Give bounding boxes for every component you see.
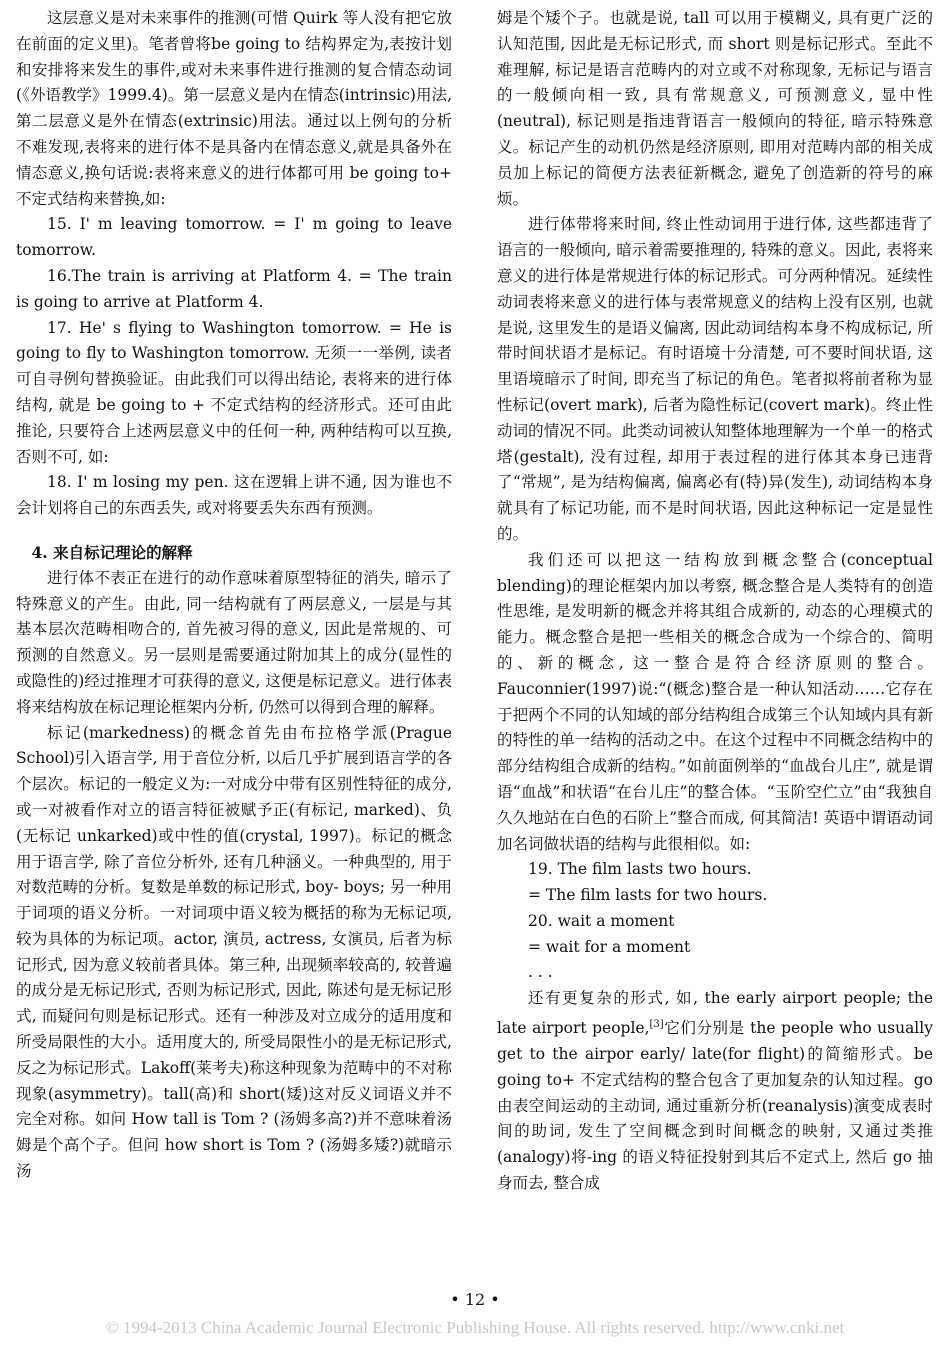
example-20-equivalent: = wait for a moment xyxy=(528,937,691,956)
paragraph: 这层意义是对未来事件的推测(可惜 Quirk 等人没有把它放在前面的定义里)。笔者曾将be going to 结构界定为,表按计划和安排将来发生的事件,或对未来事件进行推测的复合情态动词(《外语教学》1999.4)。第一层意义是内在情态(intrinsic)用法,第二层意义是外在情态(extrinsic)用法。通过以上例句的分析不难发现,表将来的进行体不是具备内在情态意义,就是具备外在情态意义,换句话说:表将来意义的进行体都可用 be going to+ 不定式结构来替换,如: xyxy=(16,9,452,208)
paragraph-text: 还有更复杂的形式, 如, the early airport people; the late airport people, xyxy=(497,989,933,1038)
paragraph-text: 它们分别是 the people who usually get to the airpor early/ late(for flight)的简缩形式。be going to+ 不定式结构的整合包含了更加复杂的认知过程。go 由表空间运动的主动词, 通过重新分析(reanalysis)演变成表时间的助词, 发生了空间概念到时间概念的映射, 又通过类推(analogy)将-ing 的语义特征投射到其后不定式上, 然后 go 抽身而去, 整合成 xyxy=(497,1019,933,1193)
ellipsis: . . . xyxy=(528,963,553,982)
citation: [3] xyxy=(649,1019,664,1031)
paragraph: 标记(markedness)的概念首先由布拉格学派(Prague School)引入语言学, 用于音位分析, 以后几乎扩展到语言学的各个层次。标记的一般定义为:一对成分中带有区别性特征的成分, 或一对被看作对立的语言特征被赋予正(有标记, marked)、负(无标记 unkarked)或中性的值(crystal, 1997)。标记的概念用于语言学, 除了音位分析外, 还有几种涵义。一种典型的, 用于对数范畴的分析。复数是单数的标记形式, boy- boys; 另一种用于词项的语义分析。一对词项中语义较为概括的称为无标记项, 较为具体的为标记项。actor, 演员, actress, 女演员, 后者为标记形式, 因为意义较前者具体。第三种, 出现频率较高的, 较普遍的成分是无标记形式, 否则为标记形式, 因此, 陈述句是无标记形式, 而疑问句则是标记形式。还有一种涉及对立成分的适用度和所受局限性的大小。适用度大的, 所受局限性小的是无标记形式, 反之为标记形式。Lakoff(莱考夫)称这种现象为范畴中的不对称现象(asymmetry)。tall(高)和 short(矮)这对反义词语义并不完全对称。如问 How tall is Tom ? (汤姆多高?)并不意味着汤姆是个高个子。但问 how short is Tom ? (汤姆多矮?)就暗示汤 xyxy=(16,723,452,1181)
example-19-equivalent: = The film lasts for two hours. xyxy=(528,886,768,905)
example-18: 18. I' m losing my pen. 这在逻辑上讲不通, 因为谁也不会计划将自己的东西丢失, 或对将要丢失东西有预测。 xyxy=(16,473,452,518)
right-column xyxy=(497,6,933,1197)
paragraph: 进行体带将来时间, 终止性动词用于进行体, 这些都违背了语言的一般倾向, 暗示着需要推理的, 特殊的意义。因此, 表将来意义的进行体是常规进行体的标记形式。可分两种情况。延续性动词表将来意义的进行体与表常规意义的结构上没有区别, 也就是说, 这里发生的是语义偏离, 因此动词结构本身不构成标记, 所带时间状语才是标记。有时语境十分清楚, 可不要时间状语, 这里语境暗示了时间, 即充当了标记的角色。笔者拟将前者称为显性标记(overt mark), 后者为隐性标记(covert mark)。终止性动词的情况不同。此类动词被认知整体地理解为一个单一的格式塔(gestalt), 没有过程, 却用于表过程的进行体其本身已违背了“常规”, 是为结构偏离, 偏离必有(特)异(发生), 动词结构本身就具有了标记功能, 而不是时间状语, 因此这种标记一定是显性的。 xyxy=(497,215,933,543)
example-20: 20. wait a moment xyxy=(528,911,675,930)
paragraph xyxy=(497,986,933,1197)
section-gap xyxy=(16,522,452,540)
example-15: 15. I' m leaving tomorrow. = I' m going to leave tomorrow. xyxy=(16,215,452,260)
paragraph: 姆是个矮个子。也就是说, tall 可以用于模糊义, 具有更广泛的认知范围, 因此是无标记形式, 而 short 则是标记形式。至此不难理解, 标记是语言范畴内的对立或不对称现象, 无标记与语言的一般倾向相一致, 具有常规意义, 可预测意义, 显中性(neutral), 标记则是指违背语言一般倾向的特征, 暗示特殊意义。标记产生的动机仍然是经济原则, 即用对范畴内部的相关成员加上标记的简便方法表征新概念, 避免了创造新的符号的麻烦。 xyxy=(497,9,933,208)
example-17: 17. He' s flying to Washington tomorrow. = He is going to fly to Washington tomorrow. 无须一一举例, 读者可自寻例句替换验证。由此我们可以得出结论, 表将来的进行体结构, 就是 be going to + 不定式结构的经济形式。还可由此推论, 只要符合上述两层意义中的任何一种, 两种结构可以互换, 否则不可, 如: xyxy=(16,318,452,466)
copyright-footer: © 1994-2013 China Academic Journal Electronic Publishing House. All rights reserved. http://www.cnki.net xyxy=(105,1318,845,1337)
example-16: 16.The train is arriving at Platform 4. = The train is going to arrive at Platform 4. xyxy=(16,266,452,311)
paragraph: 我们还可以把这一结构放到概念整合(conceptual blending)的理论框架内加以考察, 概念整合是人类特有的创造性思维, 是发明新的概念并将其组合成新的, 动态的心理模式的能力。概念整合是把一些相关的概念合成为一个综合的、简明的、新的概念, 这一整合是符合经济原则的整合。Fauconnier(1997)说:“(概念)整合是一种认知活动……它存在于把两个不同的认知域的部分结构组合成第三个认知域内具有新的特性的单一结构的活动之中。在这个过程中不同概念结构中的部分结构组合成新的结构。”如前面例举的“血战台儿庄”, 就是谓语“血战”和状语“在台儿庄”的整合体。“玉阶空伫立”由“我独自久久地站在白色的石阶上”整合而成, 何其简洁! 英语中谓语动词加名词做状语的结构与此很相似。如: xyxy=(497,550,933,853)
paragraph: 进行体不表正在进行的动作意味着原型特征的消失, 暗示了特殊意义的产生。由此, 同一结构就有了两层意义, 一层是与其基本层次范畴相吻合的, 首先被习得的意义, 因此是常规的、可预测的自然意义。另一层则是需要通过附加其上的成分(显性的或隐性的)经过推理才可获得的意义, 这便是标记意义。进行体表将来结构放在标记理论框架内分析, 仍然可以得到合理的解释。 xyxy=(16,568,452,716)
example-19: 19. The film lasts two hours. xyxy=(528,860,752,879)
left-column xyxy=(16,6,452,1185)
page-number: • 12 • xyxy=(450,1290,500,1309)
section-heading: 4. 来自标记理论的解释 xyxy=(31,542,193,562)
